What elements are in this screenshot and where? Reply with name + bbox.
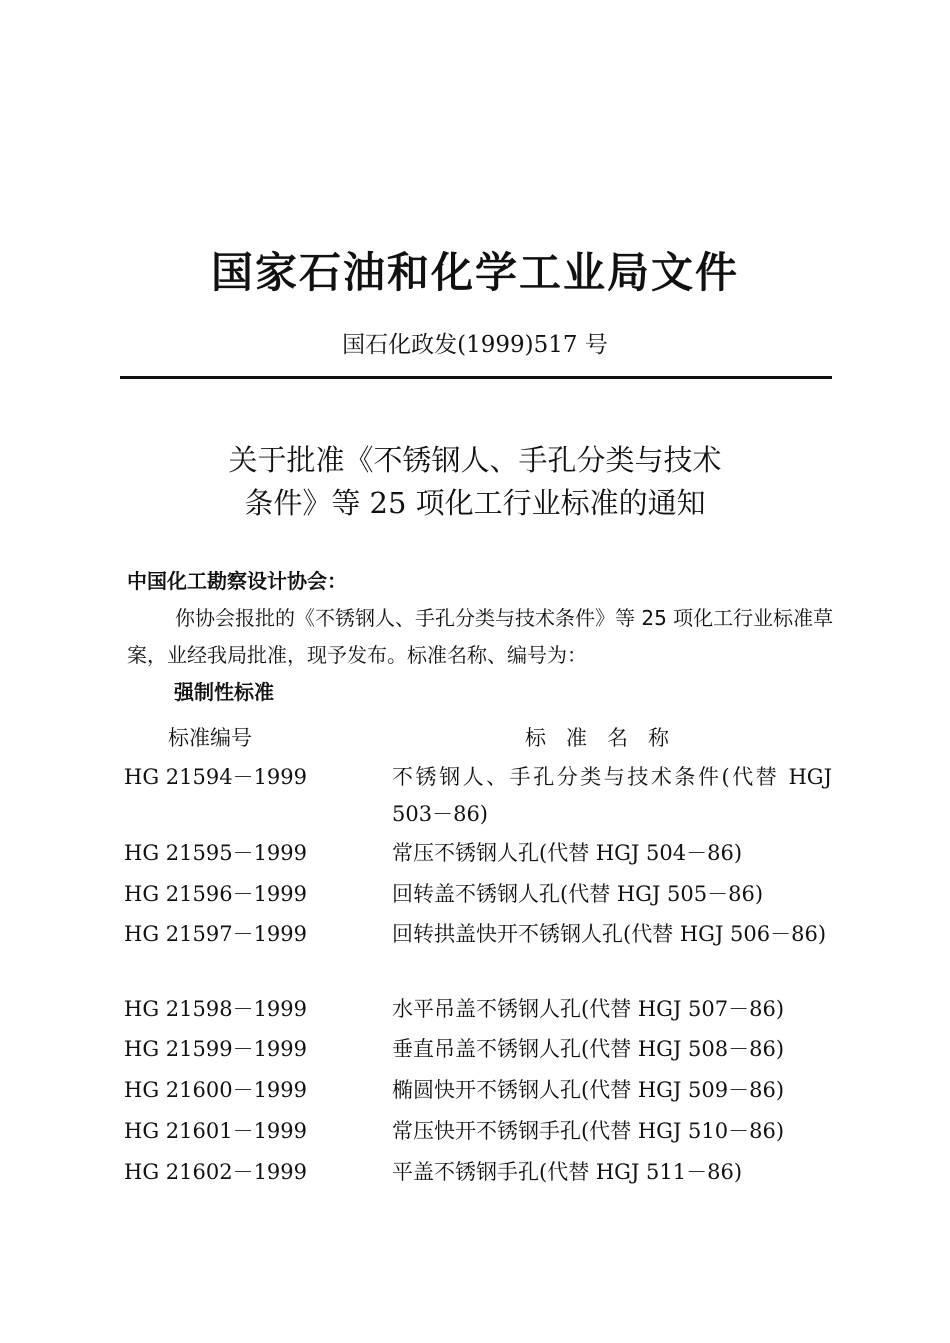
- standard-name: 平盖不锈钢手孔(代替 HGJ 511－86): [392, 1160, 743, 1184]
- org-title: 国家石油和化学工业局文件: [210, 248, 739, 297]
- standard-code: HG 21597－1999: [124, 922, 308, 946]
- addressee: 中国化工勘察设计协会：: [127, 569, 347, 593]
- body-paragraph: 你协会报批的《不锈钢人、手孔分类与技术条件》等 25 项化工行业标准草案，业经我局批准，现予发布。标准名称、编号为：: [127, 606, 834, 667]
- standard-code: HG 21601－1999: [124, 1119, 308, 1143]
- notice-title-line-1: 关于批准《不锈钢人、手孔分类与技术: [228, 443, 722, 477]
- standard-code: HG 21598－1999: [124, 997, 308, 1021]
- category-label: 强制性标准: [174, 680, 274, 704]
- standard-code: HG 21594－1999: [124, 765, 308, 789]
- standard-name: 不锈钢人、手孔分类与技术条件(代替 HGJ 503－86): [392, 765, 832, 826]
- standard-name: 常压快开不锈钢手孔(代替 HGJ 510－86): [392, 1119, 785, 1143]
- standard-code: HG 21599－1999: [124, 1037, 308, 1061]
- standard-name: 水平吊盖不锈钢人孔(代替 HGJ 507－86): [392, 997, 785, 1021]
- standard-name: 垂直吊盖不锈钢人孔(代替 HGJ 508－86): [392, 1037, 785, 1061]
- standard-name: 回转盖不锈钢人孔(代替 HGJ 505－86): [392, 882, 764, 906]
- standard-code: HG 21595－1999: [124, 841, 308, 865]
- standard-code: HG 21602－1999: [124, 1160, 308, 1184]
- doc-number: 国石化政发(1999)517 号: [342, 332, 608, 358]
- column-header-name: 标准名称: [525, 726, 689, 750]
- standard-name: 回转拱盖快开不锈钢人孔(代替 HGJ 506－86): [392, 922, 827, 946]
- notice-title-line-2: 条件》等 25 项化工行业标准的通知: [244, 486, 706, 520]
- standard-code: HG 21600－1999: [124, 1078, 308, 1102]
- standard-name: 常压不锈钢人孔(代替 HGJ 504－86): [392, 841, 743, 865]
- column-header-code: 标准编号: [168, 726, 252, 750]
- standard-code: HG 21596－1999: [124, 882, 308, 906]
- header-rule: [120, 376, 832, 379]
- standard-name: 椭圆快开不锈钢人孔(代替 HGJ 509－86): [392, 1078, 785, 1102]
